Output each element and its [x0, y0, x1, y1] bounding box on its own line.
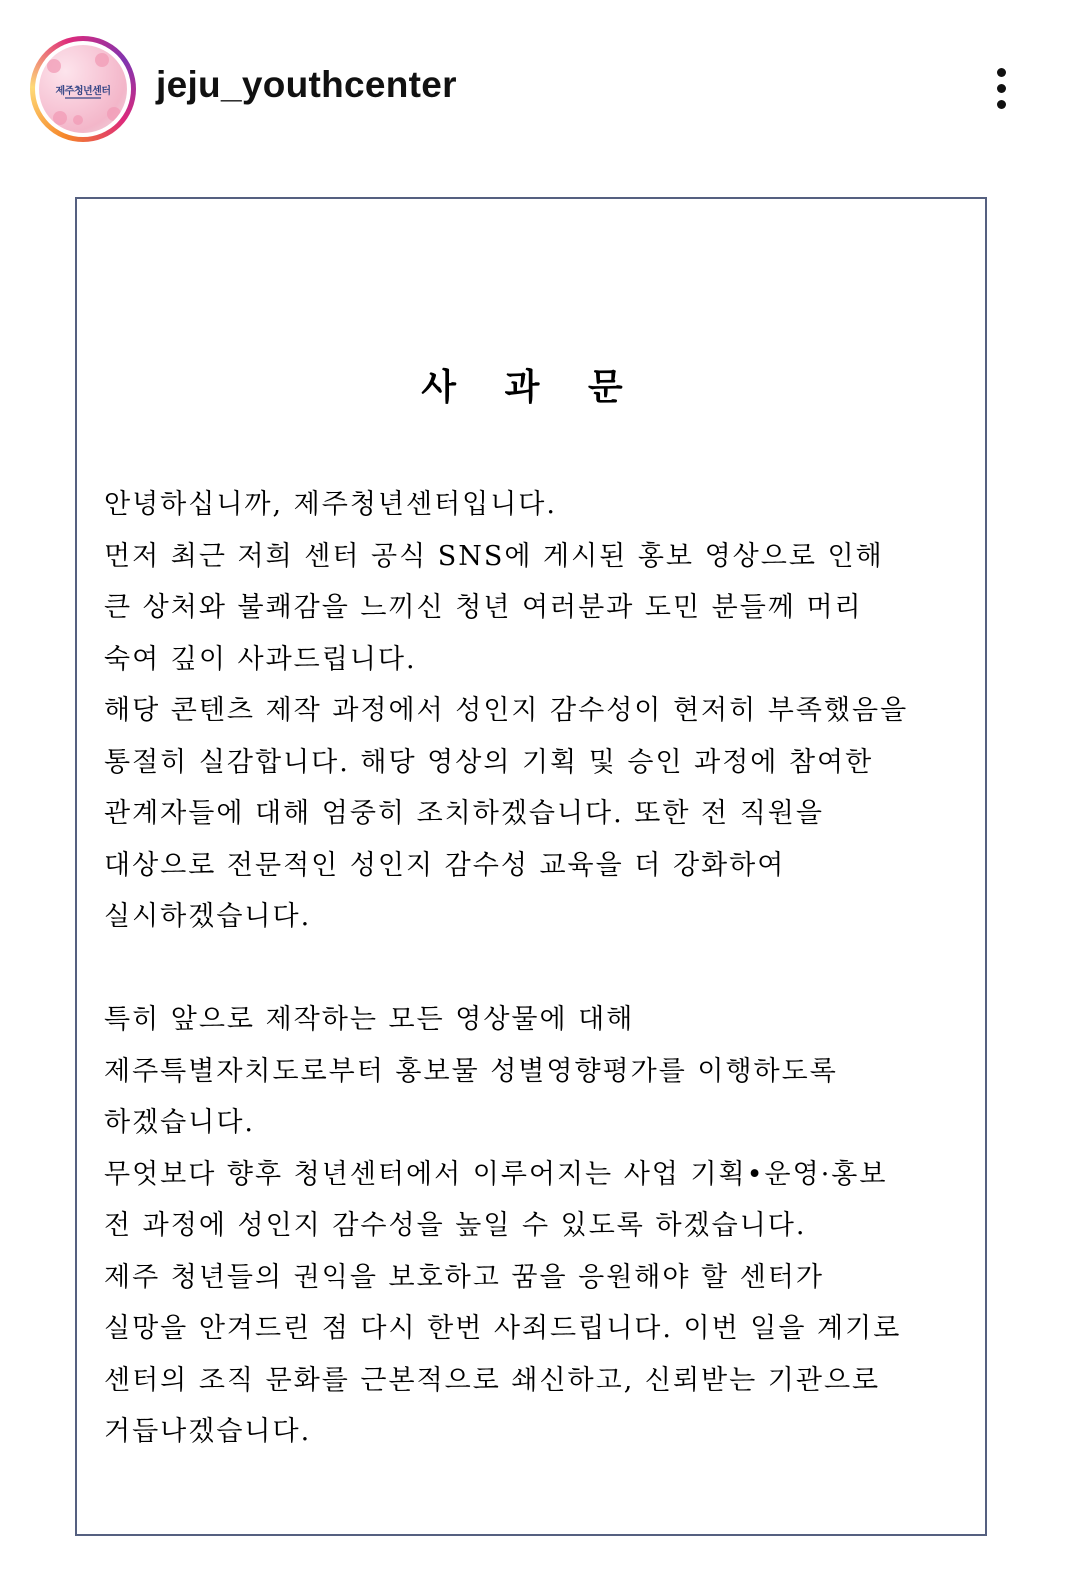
letter-line: 숙여 깊이 사과드립니다. [104, 643, 417, 675]
letter-title: 사 과 문 [421, 366, 641, 408]
avatar-logo-underline [65, 97, 101, 99]
post-image[interactable] [0, 185, 1080, 1594]
blossom-decoration [47, 59, 61, 73]
letter-line: 실망을 안겨드린 점 다시 한번 사죄드립니다. 이번 일을 계기로 [104, 1313, 902, 1344]
letter-line: 큰 상처와 불쾌감을 느끼신 청년 여러분과 도민 분들께 머리 [104, 592, 863, 623]
letter-line: 제주 청년들의 권익을 보호하고 꿈을 응원해야 할 센터가 [104, 1261, 824, 1293]
letter-paragraph-1 [104, 479, 974, 943]
paragraph-spacer [104, 943, 974, 995]
letter-line: 먼저 최근 저희 센터 공식 SNS에 게시된 홍보 영상으로 인해 [104, 540, 884, 572]
letter-line: 전 과정에 성인지 감수성을 높일 수 있도록 하겠습니다. [104, 1210, 807, 1241]
blossom-decoration [53, 111, 67, 125]
post-header [0, 0, 1080, 185]
letter-body [104, 479, 974, 1458]
letter-line: 안녕하십니까, 제주청년센터입니다. [104, 489, 557, 520]
more-options-button[interactable] [980, 60, 1024, 118]
more-vertical-icon [997, 68, 1006, 77]
avatar-image [39, 45, 127, 133]
letter-line: 거듭나겠습니다. [104, 1416, 312, 1447]
letter-line: 해당 콘텐츠 제작 과정에서 성인지 감수성이 현저히 부족했음을 [104, 695, 909, 726]
profile-avatar[interactable] [30, 36, 136, 142]
account-username[interactable]: jeju_youthcenter [156, 64, 457, 105]
blossom-decoration [95, 53, 109, 67]
letter-paragraph-2 [104, 994, 974, 1458]
letter-line: 실시하겠습니다. [104, 901, 312, 932]
letter-line: 대상으로 전문적인 성인지 감수성 교육을 더 강화하여 [104, 849, 786, 881]
more-vertical-icon [997, 84, 1006, 93]
letter-line: 관계자들에 대해 엄중히 조치하겠습니다. 또한 전 직원을 [104, 798, 824, 829]
avatar-logo-text: 제주청년센터 [55, 86, 111, 97]
letter-line: 무엇보다 향후 청년센터에서 이루어지는 사업 기획•운영·홍보 [104, 1158, 888, 1190]
apology-letter [75, 197, 987, 1536]
more-vertical-icon [997, 100, 1006, 109]
blossom-decoration [107, 107, 121, 121]
letter-line: 하겠습니다. [104, 1107, 255, 1138]
letter-line: 특히 앞으로 제작하는 모든 영상물에 대해 [104, 1004, 635, 1035]
letter-line: 제주특별자치도로부터 홍보물 성별영향평가를 이행하도록 [104, 1055, 838, 1087]
blossom-decoration [73, 115, 83, 125]
letter-line: 센터의 조직 문화를 근본적으로 쇄신하고, 신뢰받는 기관으로 [104, 1364, 881, 1396]
letter-line: 통절히 실감합니다. 해당 영상의 기획 및 승인 과정에 참여한 [104, 746, 874, 778]
